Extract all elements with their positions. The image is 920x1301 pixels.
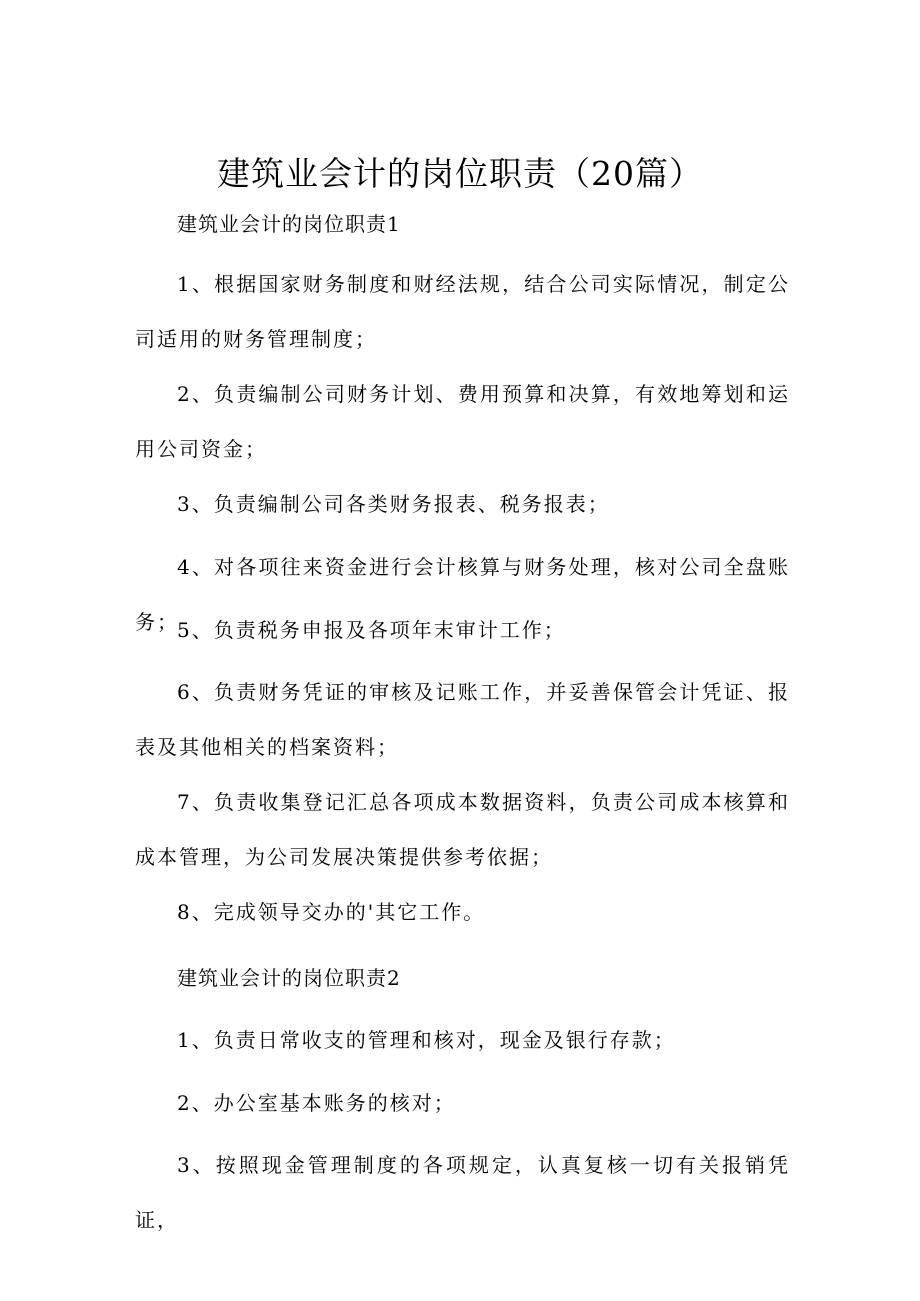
paragraph-2-3: 3、按照现金管理制度的各项规定，认真复核一切有关报销凭证， [135,1153,790,1232]
paragraph-1-3: 3、负责编制公司各类财务报表、税务报表； [177,492,610,516]
paragraph-1-6: 6、负责财务凭证的审核及记账工作，并妥善保管会计凭证、报表及其他相关的档案资料； [135,680,790,759]
paragraph-2-2: 2、办公室基本账务的核对； [177,1091,456,1115]
section-heading-2: 建筑业会计的岗位职责2 [177,966,401,990]
paragraph-1-2: 2、负责编制公司财务计划、费用预算和决算，有效地筹划和运用公司资金； [135,382,790,461]
paragraph-1-5: 5、负责税务申报及各项年末审计工作； [177,618,566,642]
paragraph-2-1: 1、负责日常收支的管理和核对，现金及银行存款； [177,1028,676,1052]
paragraph-1-7: 7、负责收集登记汇总各项成本数据资料，负责公司成本核算和成本管理，为公司发展决策提供参考依据； [135,790,790,869]
paragraph-1-8: 8、完成领导交办的'其它工作。 [177,900,486,924]
document-title: 建筑业会计的岗位职责（20篇） [217,154,703,193]
paragraph-1-1: 1、根据国家财务制度和财经法规，结合公司实际情况，制定公司适用的财务管理制度； [135,272,790,351]
paragraph-1-4: 4、对各项往来资金进行会计核算与财务处理，核对公司全盘账务； [135,555,790,634]
section-heading-1: 建筑业会计的岗位职责1 [177,212,401,236]
